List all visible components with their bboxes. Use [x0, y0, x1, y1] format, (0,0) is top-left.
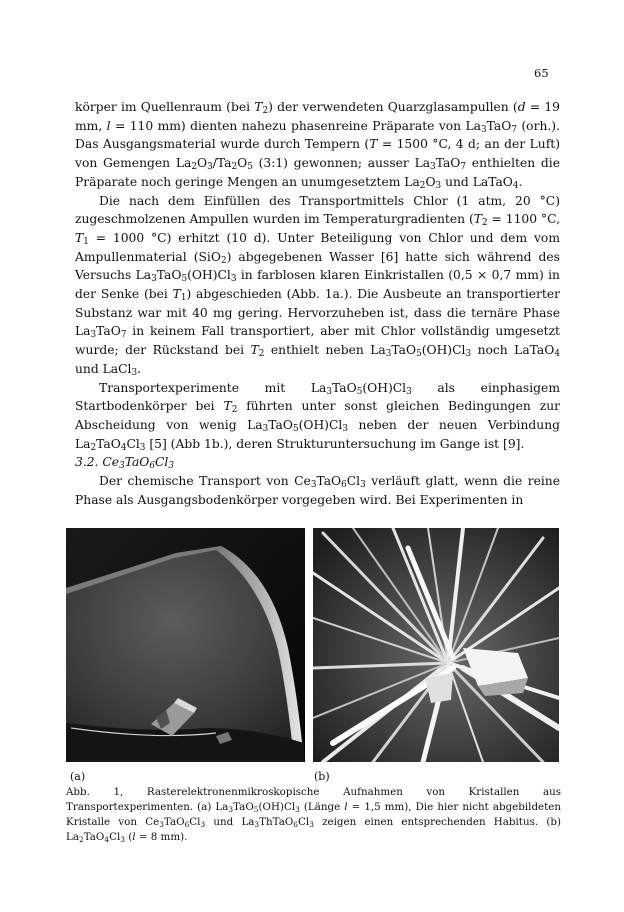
figure-a-graphic	[66, 528, 305, 762]
page-number: 65	[534, 66, 549, 80]
figure-caption: Abb. 1, Rasterelektronenmikroskopische Aufnahmen von Kristallen aus Transportexperimenten. (a) $La_3TaO_5(OH)Cl_3$ (Länge l = 1,5 mm), Die hier nicht abgebildeten Kristalle von $Ce_3TaO_6Cl_3$ und $La_3ThTaO_6Cl_3$ zeigen einen entsprechenden Habitus. (b) $La_2TaO_4Cl_3$ (l = 8 mm).	[66, 786, 561, 844]
figure-label-a: (a)	[70, 770, 86, 783]
figure-b-graphic	[313, 528, 559, 762]
paragraph-transportexperimente: Transportexperimente mit $La_3TaO_5(OH)Cl_3$ als einphasigem Startbodenkörper bei $T_2$ führten unter sonst gleichen Bedingungen zur Abscheidung von wenig $La_3TaO_5(OH)Cl_3$ neben der neuen Verbindung $La_2TaO_4Cl_3$ [5] (Abb 1b.), deren Strukturuntersuchung im Gange ist [9].	[75, 380, 560, 453]
figure-label-b: (b)	[314, 770, 330, 783]
body-text	[75, 98, 560, 509]
paragraph-quellenraum: körper im Quellenraum (bei $T_2$) der verwendeten Quarzglasampullen (d = 19 mm, l = 110 mm) dienten nahezu phasenreine Präparate von $La_3TaO_7$ (orh.). Das Ausgangsmaterial wurde durch Tempern (T = 1500 °C, 4 d; an der Luft) von Gemengen $La_2O_3/Ta_2O_5$ (3:1) gewonnen; ausser $La_3TaO_7$ enthielten die Präparate noch geringe Mengen an unumgesetztem $La_2O_3$ und LaTaO$_4$.	[75, 100, 560, 191]
figure-b-sem-image	[313, 528, 559, 762]
paragraph-ce3tao6cl3: Der chemische Transport von $Ce_3TaO_6Cl_3$ verläuft glatt, wenn die reine Phase als Ausgangsbodenkörper vorgegeben wird. Bei Experimenten in	[75, 474, 560, 507]
paragraph-transportmittel: Die nach dem Einfüllen des Transportmittels Chlor (1 atm, 20 °C) zugeschmolzenen Ampullen wurden im Temperaturgradienten ($T_2 = 1100$ °C, $T_1 = 1000$ °C) erhitzt (10 d). Unter Beteiligung von Chlor und dem vom Ampullenmaterial (SiO$_2$) abgegebenen Wasser [6] hatte sich während des Versuchs $La_3TaO_5(OH)Cl_3$ in farblosen klaren Einkristallen (0,5 × 0,7 mm) in der Senke (bei $T_1$) abgeschieden (Abb. 1a.). Die Ausbeute an transportierter Substanz war mit 40 mg gering. Hervorzuheben ist, dass die ternäre Phase $La_3TaO_7$ in keinem Fall transportiert, aber mit Chlor vollständig umgesetzt wurde; der Rückstand bei $T_2$ enthielt neben $La_3TaO_5(OH)Cl_3$ noch LaTaO$_4$ und LaCl$_3$.	[75, 193, 561, 378]
section-heading-3-2: 3.2. $Ce_3TaO_6Cl_3$	[75, 455, 174, 472]
figure-a-sem-image	[66, 528, 305, 762]
